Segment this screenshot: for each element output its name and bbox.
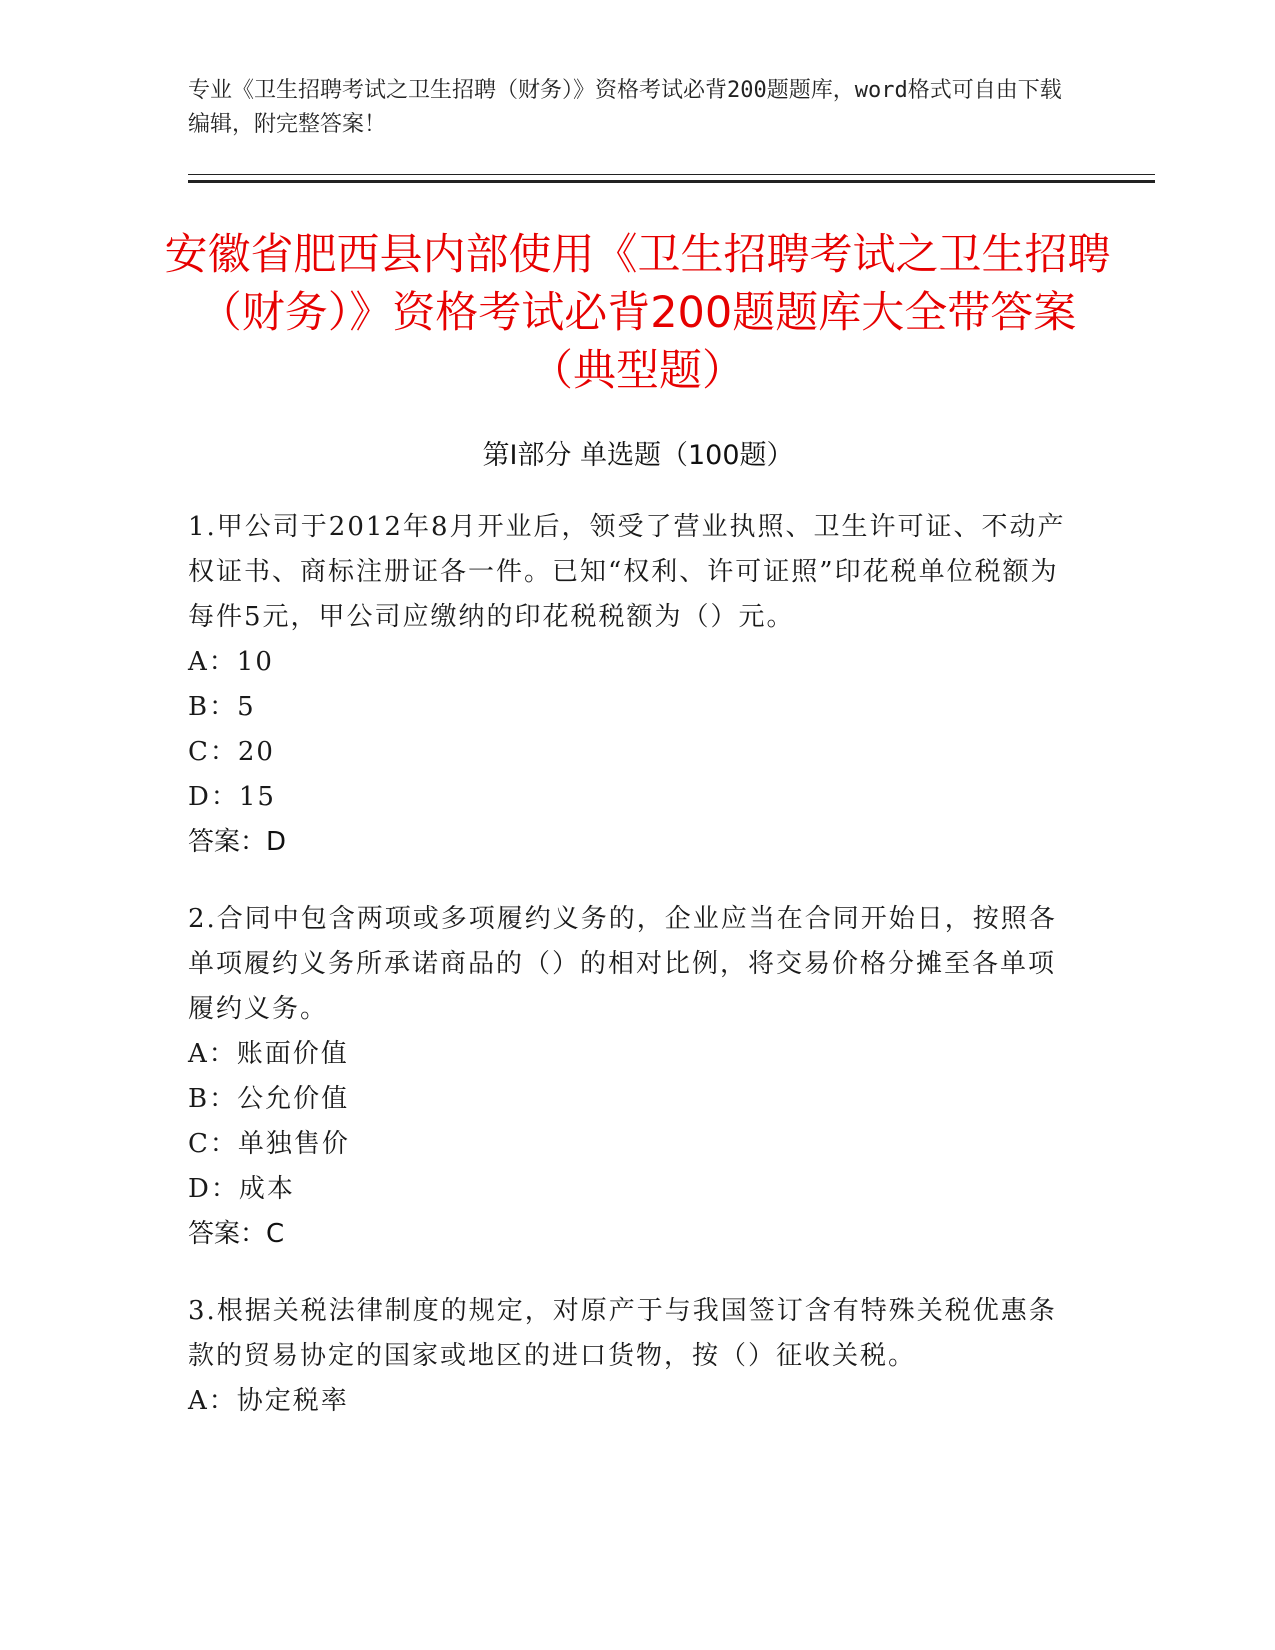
header-note: 专业《卫生招聘考试之卫生招聘（财务）》资格考试必背200题题库，word格式可自由下载编辑，附完整答案！ — [188, 78, 1062, 137]
question-3 — [188, 1289, 1068, 1424]
question-stem: 3.根据关税法律制度的规定，对原产于与我国签订含有特殊关税优惠条款的贸易协定的国家或地区的进口货物，按（）征收关税。 — [188, 1296, 1057, 1371]
section-title: 第Ⅰ部分 单选题（100题） — [482, 440, 794, 471]
answer: 答案：C — [188, 1219, 285, 1249]
option-c: C：20 — [188, 737, 275, 767]
question-stem: 2.合同中包含两项或多项履约义务的，企业应当在合同开始日，按照各单项履约义务所承诺商品的（）的相对比例，将交易价格分摊至各单项履约义务。 — [188, 904, 1057, 1024]
option-d: D：15 — [188, 782, 276, 812]
option-b: B：5 — [188, 692, 256, 722]
option-a: A：10 — [188, 647, 274, 677]
option-a: A：协定税率 — [188, 1386, 349, 1416]
option-b: B：公允价值 — [188, 1084, 350, 1114]
option-d: D：成本 — [188, 1174, 295, 1204]
option-c: C：单独售价 — [188, 1129, 350, 1159]
header-divider-thin — [188, 174, 1155, 175]
option-a: A：账面价值 — [188, 1039, 349, 1069]
document-title: 安徽省肥西县内部使用《卫生招聘考试之卫生招聘（财务）》资格考试必背200题题库大全带答案（典型题） — [164, 230, 1111, 396]
question-1 — [188, 505, 1068, 865]
question-2 — [188, 897, 1068, 1257]
answer: 答案：D — [188, 827, 287, 857]
header-divider-thick — [188, 180, 1155, 183]
question-stem: 1.甲公司于2012年8月开业后，领受了营业执照、卫生许可证、不动产权证书、商标注册证各一件。已知“权利、许可证照”印花税单位税额为每件5元，甲公司应缴纳的印花税税额为（）元。 — [188, 512, 1066, 632]
